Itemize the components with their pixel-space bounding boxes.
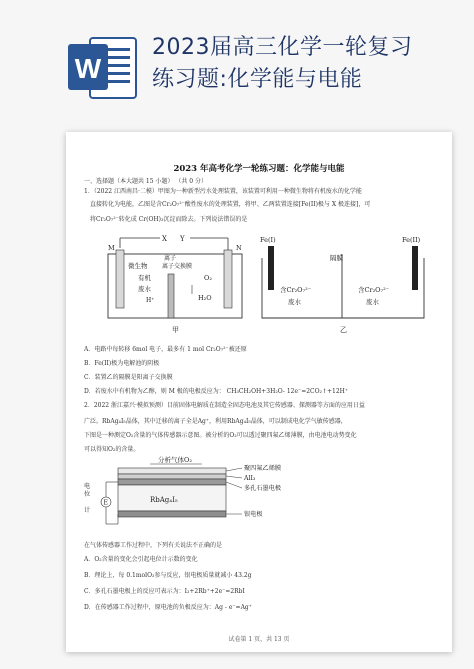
figure-jia <box>102 230 250 338</box>
q2-option-d: D．在传感器工作过程中，原电池的负极反应为：Ag - e⁻=Ag⁺ <box>84 604 252 611</box>
right-solution-label: 含Cr₂O₇²⁻ <box>358 286 390 294</box>
q1-option-d: D．若废水中有机物为乙醇，则 M 极的电极反应为： CH₃CH₂OH+3H₂O- 12e⁻=2CO₂↑+12H⁺ <box>84 388 349 395</box>
page-title <box>152 32 462 96</box>
page-title-line2: 练习题:化学能与电能 <box>152 67 363 92</box>
q1-option-c: C．装置乙的隔膜是阳离子交换膜 <box>84 374 173 381</box>
h2o-label: H₂O <box>198 294 212 302</box>
x-terminal: X <box>162 235 167 243</box>
organic-label: 有机 <box>138 274 151 282</box>
septum-label: 隔膜 <box>330 254 343 262</box>
q1-option-b: B．Fe(II)极为电解池的阴极 <box>84 360 160 367</box>
figure-sensor <box>84 454 308 534</box>
fe1-label: Fe(I) <box>260 236 276 244</box>
page-footer: 试卷第 1 页，共 13 页 <box>228 636 290 643</box>
right-solution-label: 废水 <box>366 298 379 306</box>
fe2-label: Fe(II) <box>402 236 421 244</box>
e-meter-label: E <box>103 499 108 507</box>
document-page <box>66 132 452 652</box>
q1-option-a: A．电路中每转移 6mol 电子，最多有 1 mol Cr₂O₇²⁻被还原 <box>84 346 247 353</box>
q1-line: 1．（2022 江西南昌·二模）甲图为一种新型污水处理装置，该装置可利用一种微生物将有机废水的化学能 <box>84 188 362 195</box>
potentiometer-label: 位 <box>84 491 91 498</box>
q2-line: 2．2022 浙江嘉兴·模拟预测）目前固体电解质在制造全固态电池及其它传感器、探测器等方面的应用日益 <box>84 402 365 409</box>
m-electrode: M <box>108 244 115 252</box>
figure-caption-yi: 乙 <box>340 326 347 334</box>
figure-yi <box>258 230 430 338</box>
graphite-label: 多孔石墨电极 <box>244 485 282 492</box>
word-logo-icon <box>66 34 138 102</box>
ali3-label: AlI₃ <box>244 475 256 482</box>
membrane-label: 离子 <box>164 255 177 262</box>
crystal-label: RbAg₄I₅ <box>150 496 178 504</box>
document-title: 2023 年高考化学一轮练习题：化学能与电能 <box>173 164 345 174</box>
left-solution-label: 废水 <box>288 298 301 306</box>
potentiometer-label: 电 <box>84 483 91 490</box>
figure-caption-jia: 甲 <box>172 326 179 334</box>
n-electrode: N <box>236 244 242 252</box>
section-heading: 一、选择题（本大题共 15 小题） （共 0 分） <box>84 178 207 185</box>
hplus-label: H⁺ <box>146 297 155 304</box>
potentiometer-label: 计 <box>84 507 91 514</box>
waste-label: 废水 <box>138 285 151 293</box>
ptfe-label: 聚四氟乙烯膜 <box>244 465 282 472</box>
q2-stem: 在气体传感器工作过程中，下列有关说法不正确的是 <box>84 542 223 549</box>
silver-label: 银电极 <box>244 511 263 518</box>
microbe-label: 微生物 <box>128 262 148 270</box>
q2-option-a: A．O₂含量的变化会引起电位计示数的变化 <box>84 556 198 563</box>
page-title-line1: 2023届高三化学一轮复习 <box>152 35 413 60</box>
q1-line: 直接转化为电能，乙图是含Cr₂O₇²⁻酸性废水的处理装置，将甲、乙两装置连接[Fe(II)极与 X 极连接]，可 <box>90 201 371 208</box>
q2-option-b: B．理论上，每 0.1molO₂参与反应，银电极质量就减小 43.2g <box>84 572 252 579</box>
q1-line: 将Cr₂O₇²⁻转化成 Cr(OH)₃沉淀而除去。下列说法错误的是 <box>90 216 248 223</box>
left-solution-label: 含Cr₂O₇²⁻ <box>280 286 312 294</box>
word-logo-letter: W <box>74 53 102 84</box>
membrane-label: 离子交换膜 <box>162 263 193 270</box>
q2-line: 下图是一种测定O₂含量的气体传感器示意图。被分析的O₂可以透过聚四氟乙烯薄膜，由电池电动势变化 <box>84 432 357 439</box>
o2-label: O₂ <box>204 274 212 282</box>
q2-line: 广泛。RbAg₄I₅晶体，其中迁移的离子全是Ag⁺，利用RbAg₄I₅晶体，可以制成电化学气敏传感器， <box>84 418 347 425</box>
q2-line: 可以得知O₂的含量。 <box>84 446 140 453</box>
gas-label: 分析气体O₂ <box>158 456 192 464</box>
q2-option-c: C．多孔石墨电极上的反应可表示为：I₂+2Rb⁺+2e⁻=2RbI <box>84 588 245 595</box>
y-terminal: Y <box>180 235 185 243</box>
